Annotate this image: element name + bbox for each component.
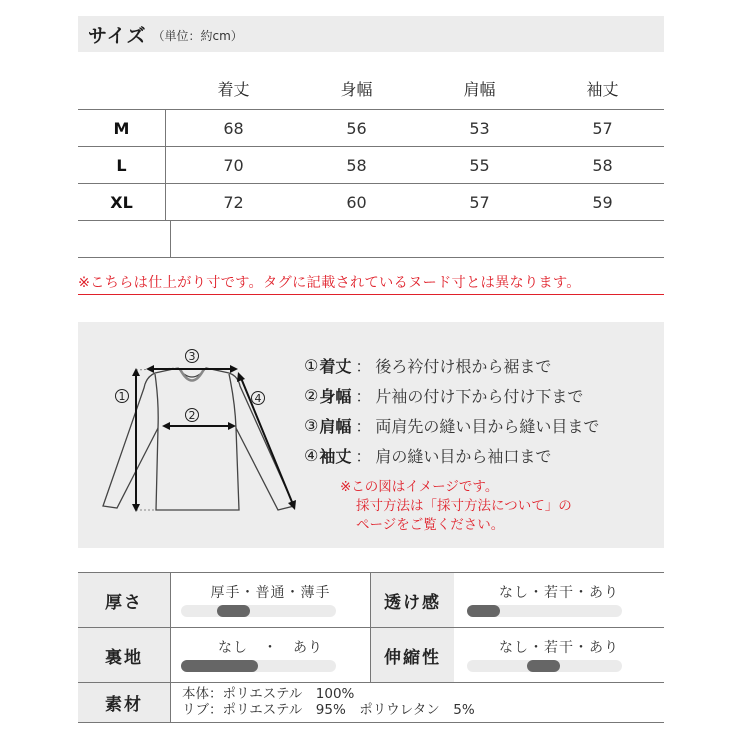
table-row xyxy=(78,147,664,184)
diagram-note xyxy=(340,478,572,535)
size-header-band xyxy=(78,16,664,52)
size-header-blank xyxy=(78,68,166,109)
scale-track xyxy=(181,660,336,672)
measurement-legend xyxy=(304,350,599,470)
thickness-label: 厚さ xyxy=(78,573,171,627)
legend-term: 袖丈 xyxy=(319,446,352,466)
marker-2: 2 xyxy=(188,409,196,422)
legend-term: 身幅 xyxy=(319,386,352,406)
scale-indicator xyxy=(467,605,500,617)
legend-item xyxy=(304,380,599,410)
scale-text: なし ・ あり xyxy=(218,640,323,656)
diagram-note-line: ※この図はイメージです。 xyxy=(340,479,499,495)
size-title: サイズ xyxy=(88,24,147,47)
legend-term: 着丈 xyxy=(319,356,352,376)
table-row xyxy=(78,184,664,221)
column-header: 肩幅 xyxy=(463,80,496,99)
lining-scale xyxy=(171,628,371,682)
legend-item xyxy=(304,350,599,380)
marker-3: 3 xyxy=(188,350,196,363)
diagram-note-line: 採寸方法は「採寸方法について」の xyxy=(356,498,572,514)
legend-number: ① xyxy=(304,355,319,375)
marker-4: 4 xyxy=(254,392,262,405)
legend-separator: ： xyxy=(355,356,372,376)
size-value: 58 xyxy=(346,155,367,175)
marker-1: 1 xyxy=(118,390,126,403)
scale-track xyxy=(181,605,336,617)
stretch-label: 伸縮性 xyxy=(371,628,454,682)
fabric-attributes-table xyxy=(78,572,664,723)
scale-indicator xyxy=(181,660,258,672)
attr-row-material xyxy=(78,683,664,723)
scale-indicator xyxy=(527,660,560,672)
scale-track xyxy=(467,605,622,617)
size-value: 57 xyxy=(469,192,490,212)
size-value: 58 xyxy=(592,155,613,175)
legend-number: ③ xyxy=(304,415,319,435)
shirt-diagram-icon xyxy=(88,342,308,532)
column-header: 着丈 xyxy=(217,80,250,99)
material-label: 素材 xyxy=(78,683,171,722)
attr-row xyxy=(78,628,664,683)
legend-term: 肩幅 xyxy=(319,416,352,436)
size-value: 59 xyxy=(592,192,613,212)
scale-track xyxy=(467,660,622,672)
lining-label: 裏地 xyxy=(78,628,171,682)
size-value: 56 xyxy=(346,118,367,138)
size-label xyxy=(78,221,171,257)
size-value: 60 xyxy=(346,192,367,212)
stretch-scale xyxy=(454,628,664,682)
table-row-empty xyxy=(78,221,664,258)
size-label: L xyxy=(78,147,166,183)
diagram-note-line: ページをご覧ください。 xyxy=(356,517,505,533)
size-unit: （単位：約cm） xyxy=(152,29,243,43)
scale-text: なし・若干・あり xyxy=(499,640,619,656)
legend-number: ④ xyxy=(304,445,319,465)
size-value: 68 xyxy=(223,118,244,138)
legend-description: 後ろ衿付け根から裾まで xyxy=(375,356,552,376)
column-header: 袖丈 xyxy=(586,80,619,99)
size-table xyxy=(78,68,664,258)
legend-description: 片袖の付け下から付け下まで xyxy=(375,386,584,406)
legend-description: 肩の縫い目から袖口まで xyxy=(375,446,552,466)
legend-item xyxy=(304,410,599,440)
size-value: 57 xyxy=(592,118,613,138)
size-note: ※こちらは仕上がり寸です。タグに記載されているヌード寸とは異なります。 xyxy=(78,272,664,295)
thickness-scale xyxy=(171,573,371,627)
material-text xyxy=(171,683,475,722)
legend-separator: ： xyxy=(355,416,372,436)
legend-item xyxy=(304,440,599,470)
legend-separator: ： xyxy=(355,446,372,466)
size-value: 53 xyxy=(469,118,490,138)
material-line: リブ：ポリエステル 95% ポリウレタン 5% xyxy=(182,702,475,718)
size-value: 72 xyxy=(223,192,244,212)
scale-text: なし・若干・あり xyxy=(499,585,619,601)
size-table-header xyxy=(78,68,664,110)
size-value: 70 xyxy=(223,155,244,175)
scale-indicator xyxy=(217,605,250,617)
transparency-label: 透け感 xyxy=(371,573,454,627)
transparency-scale xyxy=(454,573,664,627)
scale-text: 厚手・普通・薄手 xyxy=(210,585,331,601)
legend-separator: ： xyxy=(355,386,372,406)
measurement-diagram xyxy=(78,322,664,548)
attr-row xyxy=(78,573,664,628)
legend-number: ② xyxy=(304,385,319,405)
size-label: M xyxy=(78,110,166,146)
column-header: 身幅 xyxy=(340,80,373,99)
table-row xyxy=(78,110,664,147)
material-line: 本体：ポリエステル 100% xyxy=(182,686,355,702)
size-label: XL xyxy=(78,184,166,220)
size-value: 55 xyxy=(469,155,490,175)
legend-description: 両肩先の縫い目から縫い目まで xyxy=(375,416,600,436)
